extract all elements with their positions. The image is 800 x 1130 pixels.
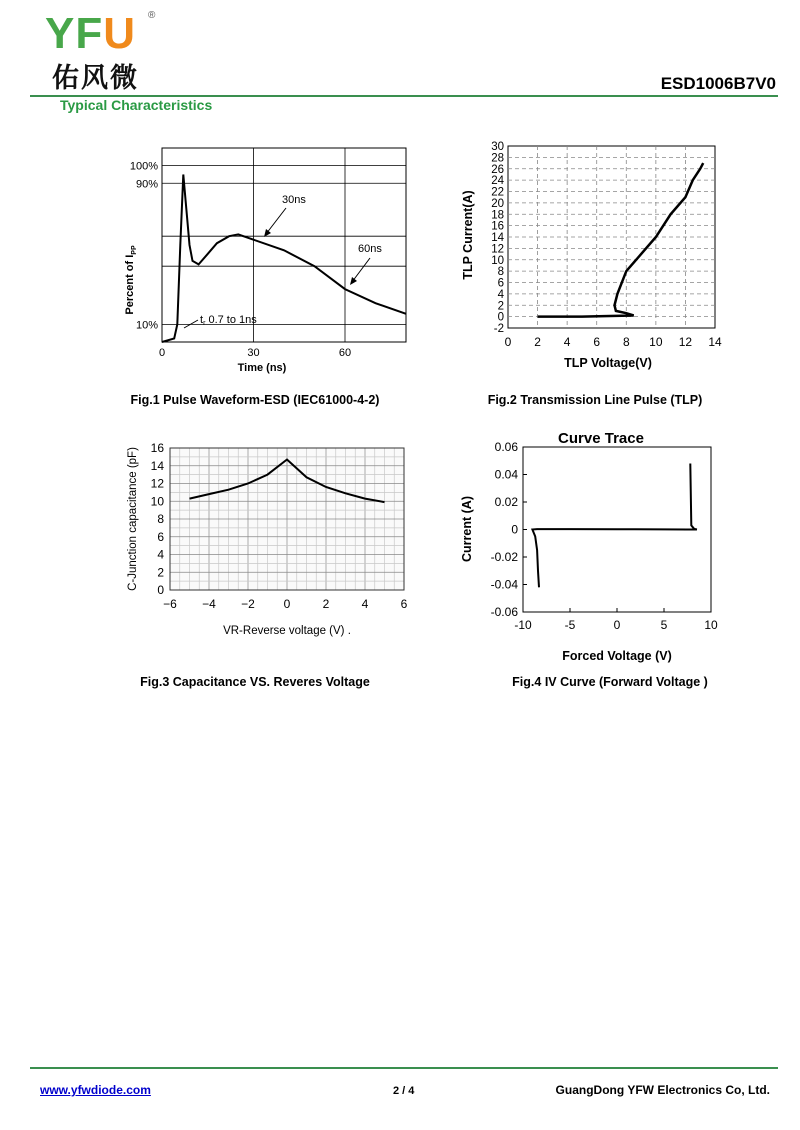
company-logo: [45, 9, 137, 58]
fig1-ytick-label: 90%: [135, 178, 158, 191]
fig4-ytick-label: 0.04: [494, 467, 518, 482]
fig4-ytick-label: -0.02: [490, 550, 518, 564]
fig3-ytick-label: 2: [157, 565, 164, 580]
fig1-ylabel: Percent of $I_{PP}$: [124, 245, 138, 315]
fig3-chart: [118, 432, 418, 647]
fig1-ticks: [130, 161, 351, 359]
fig1-xtick-label: 30: [247, 347, 260, 359]
fig4-ytick-label: 0: [511, 522, 518, 537]
fig1-caption: Fig.1 Pulse Waveform-ESD (IEC61000-4-2): [130, 393, 380, 407]
fig4-xtick-label: 5: [660, 618, 668, 632]
fig2-xtick-label: 6: [593, 335, 601, 349]
fig2-ytick-label: 30: [491, 141, 504, 153]
fig4-ytick-label: -0.06: [490, 605, 518, 619]
footer-company: GuangDong YFW Electronics Co, Ltd.: [555, 1083, 770, 1097]
fig3-ytick-label: 10: [150, 494, 164, 509]
fig1-ytick-label: 100%: [129, 160, 158, 173]
fig4-chart: [455, 425, 745, 670]
fig3-xlabel: VR-Reverse voltage (V) .: [223, 625, 351, 637]
fig3-xtick-label: −6: [163, 597, 177, 611]
fig2-ytick-label: 6: [497, 277, 504, 290]
fig2-ytick-label: 4: [497, 288, 504, 301]
section-title: Typical Characteristics: [60, 97, 213, 113]
fig2-ytick-label: 22: [491, 186, 504, 199]
fig3-ytick-label: 0: [157, 583, 164, 597]
fig1-xtick-label: 60: [338, 347, 352, 359]
fig2-ytick-label: 24: [491, 175, 504, 188]
fig4-caption: Fig.4 IV Curve (Forward Voltage ): [512, 675, 708, 689]
fig1-annotation-30ns: 30ns: [282, 194, 306, 206]
fig1-chart: [100, 140, 420, 385]
fig2-ytick-label: 10: [491, 254, 504, 267]
fig2-grid: [508, 146, 715, 328]
fig3-xtick-label: 0: [283, 597, 291, 611]
fig2-chart: [455, 138, 745, 373]
fig2-xtick-label: 0: [504, 335, 512, 349]
fig3-xtick-label: 2: [322, 597, 330, 611]
fig4-iv-line: [532, 464, 697, 588]
logo-chinese-name: 佑风微: [52, 63, 139, 94]
fig3-ytick-label: 12: [150, 476, 164, 491]
fig4-ytick-label: -0.04: [490, 577, 518, 592]
fig2-xtick-label: 4: [563, 335, 571, 349]
fig3-caption: Fig.3 Capacitance VS. Reveres Voltage: [140, 675, 370, 689]
fig2-ytick-label: 14: [491, 232, 504, 244]
fig3-ytick-label: 14: [150, 458, 164, 473]
fig2-xtick-label: 14: [708, 335, 722, 349]
footer-divider: [30, 1067, 778, 1069]
footer-page-number: 2 / 4: [393, 1085, 415, 1097]
fig2-xtick-label: 12: [678, 335, 693, 349]
fig3-xtick-label: −4: [202, 597, 216, 611]
footer-website-link[interactable]: www.yfwdiode.com: [40, 1083, 151, 1097]
fig2-ytick-label: 12: [491, 243, 504, 256]
fig4-ticks: [491, 440, 718, 632]
fig2-xtick-label: 2: [534, 335, 541, 349]
fig2-xtick-label: 10: [649, 335, 663, 349]
fig1-annotation-60ns: 60ns: [358, 243, 382, 255]
fig4-ytick-label: 0.06: [494, 440, 518, 454]
fig2-ytick-label: 28: [491, 152, 504, 165]
fig1-annotation-tr: tr 0.7 to 1ns: [200, 314, 257, 327]
logo-letter-u: U: [103, 9, 137, 58]
fig2-ticks: [491, 141, 722, 349]
fig4-ytick-label: 0.02: [494, 495, 518, 509]
fig1-arrow-60ns: [352, 258, 370, 282]
fig4-xtick-label: 0: [613, 618, 621, 632]
logo-letters-yf: YF: [45, 9, 104, 58]
fig2-ytick-label: 0: [497, 311, 504, 324]
fig2-ytick-label: 2: [497, 300, 504, 313]
fig4-title: Curve Trace: [558, 430, 644, 447]
fig3-ytick-label: 4: [157, 547, 164, 562]
registered-mark: ®: [148, 10, 156, 21]
fig3-ylabel: C-Junction capacitance (pF): [127, 447, 139, 591]
fig1-xlabel: Time (ns): [237, 362, 287, 374]
fig1-arrow-30ns: [266, 208, 286, 234]
fig2-caption: Fig.2 Transmission Line Pulse (TLP): [487, 393, 703, 407]
fig4-xtick-label: -10: [514, 618, 532, 632]
fig1-xtick-label: 0: [158, 347, 166, 359]
fig2-xtick-label: 8: [622, 335, 630, 349]
fig3-xtick-label: 4: [361, 597, 369, 611]
fig4-xtick-label: -5: [564, 618, 576, 632]
fig3-ytick-label: 8: [157, 512, 164, 526]
fig2-xlabel: TLP Voltage(V): [564, 356, 652, 370]
fig4-ylabel: Current (A): [460, 496, 474, 562]
fig4-xtick-label: 10: [704, 618, 718, 632]
fig2-ytick-label: 20: [491, 197, 504, 210]
fig3-xtick-label: −2: [241, 597, 255, 611]
fig3-ytick-label: 6: [157, 529, 164, 544]
part-number: ESD1006B7V0: [660, 74, 776, 93]
fig2-ytick-label: 18: [491, 209, 504, 222]
fig4-xlabel: Forced Voltage (V): [562, 649, 672, 663]
fig2-ytick-label: -2: [493, 323, 504, 335]
fig2-ytick-label: 16: [491, 220, 504, 233]
fig1-ytick-label: 10%: [135, 319, 158, 332]
fig3-xtick-label: 6: [400, 597, 408, 611]
fig1-arrowhead-60ns: [350, 277, 357, 285]
fig2-ylabel: TLP Current(A): [461, 190, 475, 280]
fig2-ytick-label: 26: [491, 163, 504, 176]
fig2-ytick-label: 8: [497, 266, 504, 279]
fig3-ytick-label: 16: [150, 441, 164, 455]
